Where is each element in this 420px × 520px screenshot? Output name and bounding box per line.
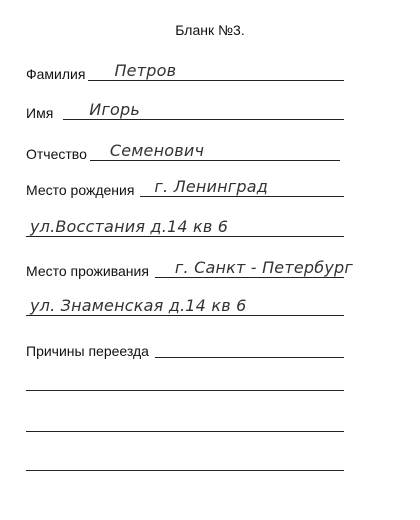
form-title: Бланк №3. [175,22,245,38]
residence-line-2[interactable] [26,296,344,316]
birthplace-row [26,176,344,198]
residence-value: г. Санкт - Петербург [174,258,353,277]
birthplace-field[interactable] [140,177,344,197]
name-value: Игорь [89,100,141,119]
patronymic-value: Семенович [109,141,205,160]
name-label: Имя [26,105,54,121]
reasons-label: Причины переезда [26,343,149,359]
patronymic-label: Отчество [26,146,87,162]
surname-row [26,60,344,82]
surname-field[interactable] [88,61,344,81]
residence-label: Место проживания [26,263,149,279]
reasons-line-3[interactable] [26,431,344,432]
reasons-line-2[interactable] [26,390,344,391]
residence-row [26,257,353,279]
birthplace-label: Место рождения [26,182,135,198]
reasons-line-4[interactable] [26,470,344,471]
birthplace-line-2[interactable] [26,217,344,237]
name-row [26,99,344,121]
reasons-field[interactable] [155,357,344,358]
surname-label: Фамилия [26,66,86,82]
residence-field[interactable] [155,258,353,278]
residence-value-line-2: ул. Знаменская д.14 кв 6 [30,296,247,315]
patronymic-row [26,140,344,162]
surname-value: Петров [114,61,177,80]
name-field[interactable] [63,100,344,120]
birthplace-value: г. Ленинград [154,177,269,196]
birthplace-value-line-2: ул.Восстания д.14 кв 6 [30,217,229,236]
reasons-row [26,337,344,359]
patronymic-field[interactable] [90,141,340,161]
